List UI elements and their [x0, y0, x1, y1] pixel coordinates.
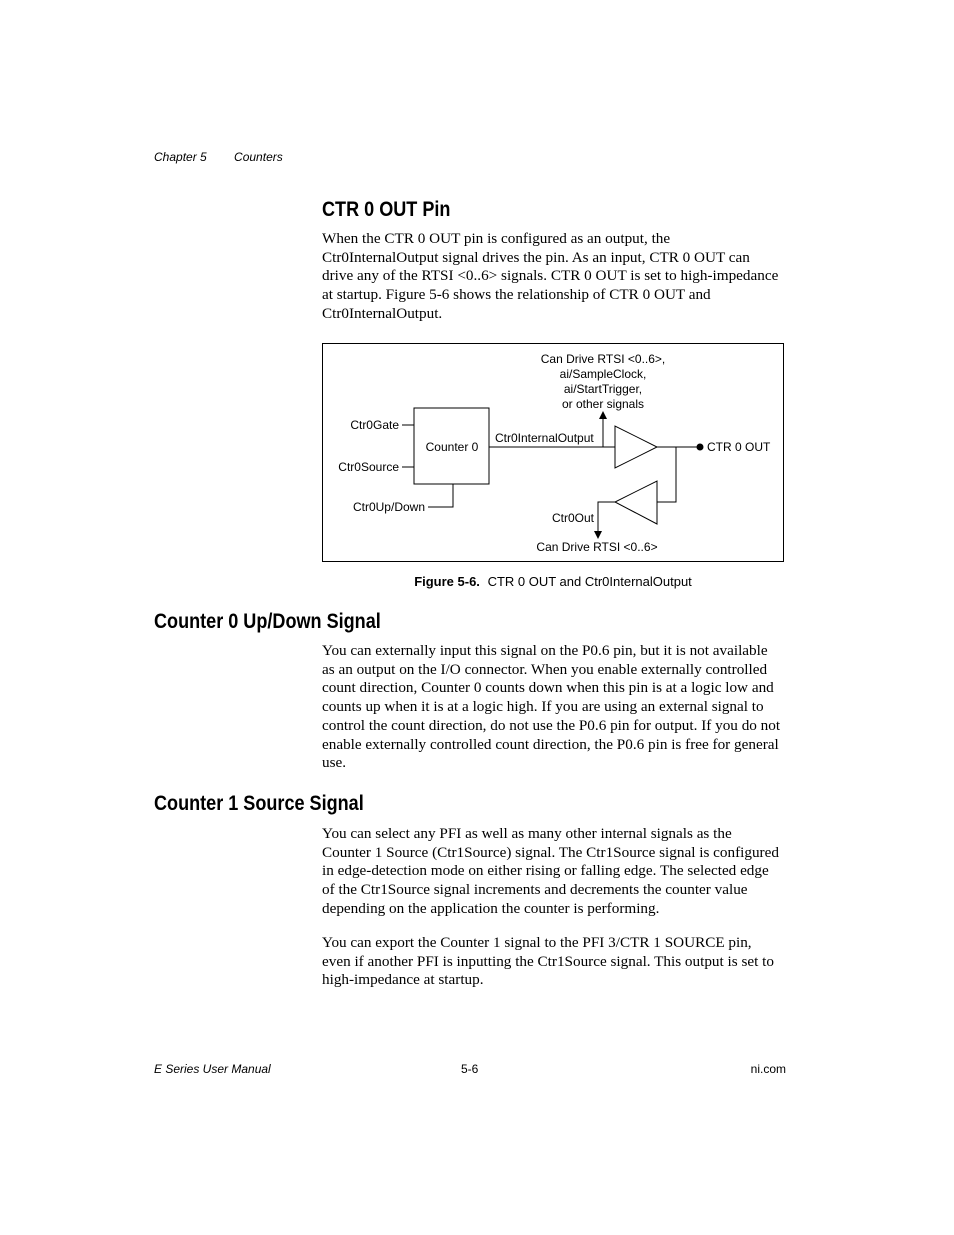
heading-counter1-source: Counter 1 Source Signal	[154, 792, 364, 815]
top-label-line-2: ai/SampleClock,	[559, 367, 647, 381]
header-section: Counters	[234, 150, 283, 164]
input-buffer-triangle	[615, 481, 657, 524]
paragraph-counter1-source-1: You can select any PFI as well as many other internal signals as the Counter 1 Source (Ctr1Source) signal. The Ctr1Source signal is configured in edge-detection mode on either rising or falling edge. The selected edge of the Ctr1Source signal increments and decrements the counter value depending on the application the counter is performing.	[322, 825, 779, 917]
top-label-line-1: Can Drive RTSI <0..6>,	[540, 352, 666, 366]
top-label-line-3: ai/StartTrigger,	[563, 382, 643, 396]
ctr0source-label: Ctr0Source	[338, 460, 399, 474]
caption-label: Figure 5-6.	[414, 574, 480, 589]
heading-counter0-updown: Counter 0 Up/Down Signal	[154, 610, 381, 633]
caption-text: CTR 0 OUT and Ctr0InternalOutput	[487, 574, 692, 589]
ctr0-out-pin-dot	[697, 444, 704, 451]
figure-caption	[322, 574, 784, 589]
footer-page-number: 5-6	[461, 1062, 479, 1076]
ctr0updown-line	[428, 484, 453, 507]
input-buffer-output-line	[598, 502, 615, 535]
paragraph-counter0-updown: You can externally input this signal on the P0.6 pin, but it is not available as an output on the I/O connector. When you enable externally controlled count direction, Counter 0 counts down when this pin is at a logic low and counts up when it is at a logic high. If you are using an external signal to control the count direction, do not use the P0.6 pin for output. If you do not enable externally controlled count direction, the P0.6 pin is free for general use.	[322, 642, 781, 772]
ctr0out-label: Ctr0Out	[551, 511, 594, 525]
heading-ctr0-out-pin: CTR 0 OUT Pin	[322, 198, 451, 221]
bottom-label: Can Drive RTSI <0..6>	[536, 540, 658, 554]
output-buffer-triangle	[615, 426, 657, 468]
running-header	[154, 150, 283, 164]
top-label-line-4: or other signals	[561, 397, 645, 411]
ctr0gate-label: Ctr0Gate	[350, 418, 399, 432]
footer-manual-title: E Series User Manual	[154, 1062, 271, 1076]
internal-output-label: Ctr0InternalOutput	[495, 431, 594, 445]
ctr0updown-label: Ctr0Up/Down	[352, 500, 425, 514]
figure-5-6-diagram	[322, 343, 784, 562]
footer-website: ni.com	[750, 1062, 786, 1076]
header-chapter: Chapter 5	[154, 150, 207, 164]
paragraph-counter1-source-2: You can export the Counter 1 signal to the PFI 3/CTR 1 SOURCE pin, even if another PFI is inputting the Ctr1Source signal. This output is set to high-impedance at startup.	[322, 934, 774, 989]
feedback-line	[657, 447, 676, 502]
paragraph-ctr0-out: When the CTR 0 OUT pin is configured as an output, the Ctr0InternalOutput signal drives the pin. As an input, CTR 0 OUT can drive any of the RTSI <0..6> signals. CTR 0 OUT is set to high-impedance at startup. Figure 5-6 shows the relationship of CTR 0 OUT and Ctr0InternalOutput.	[322, 230, 779, 322]
ctr0-out-pin-label: CTR 0 OUT	[707, 440, 771, 454]
counter0-label: Counter 0	[425, 440, 479, 454]
